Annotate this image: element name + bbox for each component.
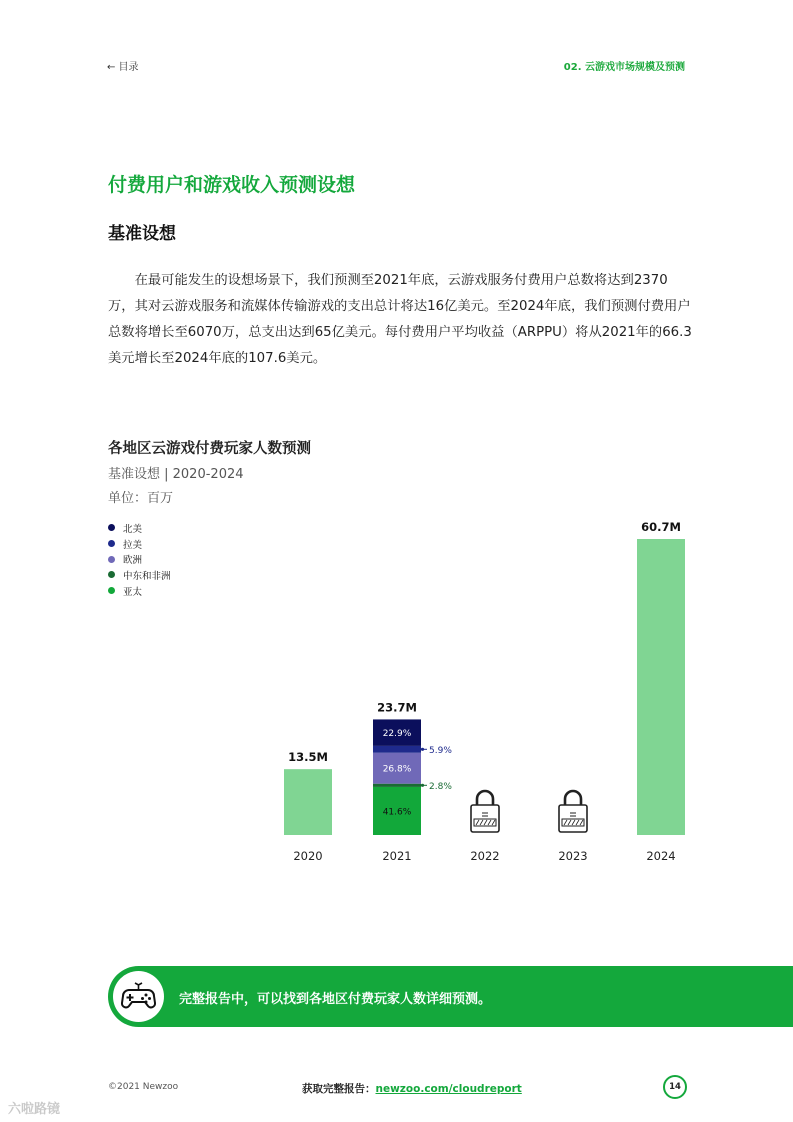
x-tick-label: 2023 bbox=[558, 849, 588, 863]
chart-unit: 单位：百万 bbox=[108, 491, 174, 506]
lock-icon bbox=[559, 791, 587, 832]
footer-copyright: ©2021 Newzoo bbox=[108, 1082, 179, 1092]
legend-label: 北美 bbox=[123, 523, 143, 535]
x-tick-label: 2022 bbox=[470, 849, 500, 863]
page-title: 付费用户和游戏收入预测设想 bbox=[108, 174, 356, 196]
legend-label: 亚太 bbox=[123, 586, 143, 598]
section-tag: 02. 云游戏市场规模及预测 bbox=[563, 62, 685, 73]
label-marker bbox=[421, 748, 424, 751]
data-label: 5.9% bbox=[429, 745, 452, 756]
banner-text: 完整报告中，可以找到各地区付费玩家人数详细预测。 bbox=[179, 992, 492, 1007]
total-label: 60.7M bbox=[641, 520, 681, 534]
total-label: 13.5M bbox=[288, 750, 328, 765]
bar bbox=[637, 539, 685, 835]
label-marker bbox=[421, 784, 424, 787]
footer-report-link[interactable]: newzoo.com/cloudreport bbox=[375, 1083, 522, 1095]
x-tick-label: 2024 bbox=[646, 849, 676, 863]
section-subtitle: 基准设想 bbox=[108, 224, 176, 244]
page-number: 14 bbox=[663, 1075, 687, 1099]
chart-subtitle: 基准设想 | 2020-2024 bbox=[108, 467, 244, 482]
data-label: 41.6% bbox=[382, 807, 412, 818]
bar-segment bbox=[373, 784, 421, 787]
chart-title: 各地区云游戏付费玩家人数预测 bbox=[108, 441, 311, 457]
footer-cta bbox=[302, 1081, 522, 1096]
x-tick-label: 2021 bbox=[382, 849, 412, 863]
watermark: 六啦路镜 bbox=[8, 1102, 61, 1117]
legend-label: 拉美 bbox=[123, 539, 143, 551]
legend-label: 中东和非洲 bbox=[123, 570, 171, 582]
gamepad-icon bbox=[113, 971, 164, 1022]
data-label: 26.8% bbox=[382, 764, 412, 775]
footer-cta-label: 获取完整报告： bbox=[302, 1083, 376, 1095]
total-label: 23.7M bbox=[377, 700, 417, 715]
bar-segment bbox=[373, 746, 421, 753]
bar bbox=[284, 769, 332, 835]
lock-icon bbox=[471, 791, 499, 832]
data-label: 2.8% bbox=[429, 781, 452, 792]
body-paragraph: 在最可能发生的设想场景下，我们预测至2021年底，云游戏服务付费用户总数将达到2370万，其对云游戏服务和流媒体传输游戏的支出总计将达16亿美元。至2024年底，我们预测付费用户总数将增长至6070万，总支出达到65亿美元。每付费用户平均收益（ARPPU）将从2021年的66.3美元增长至2024年底的107.6美元。 bbox=[108, 273, 692, 366]
toc-link[interactable]: ← 目录 bbox=[107, 62, 139, 73]
x-tick-label: 2020 bbox=[293, 849, 323, 863]
legend-label: 欧洲 bbox=[123, 555, 143, 567]
data-label: 22.9% bbox=[382, 729, 412, 740]
gamepad-icon-badge bbox=[113, 971, 164, 1022]
